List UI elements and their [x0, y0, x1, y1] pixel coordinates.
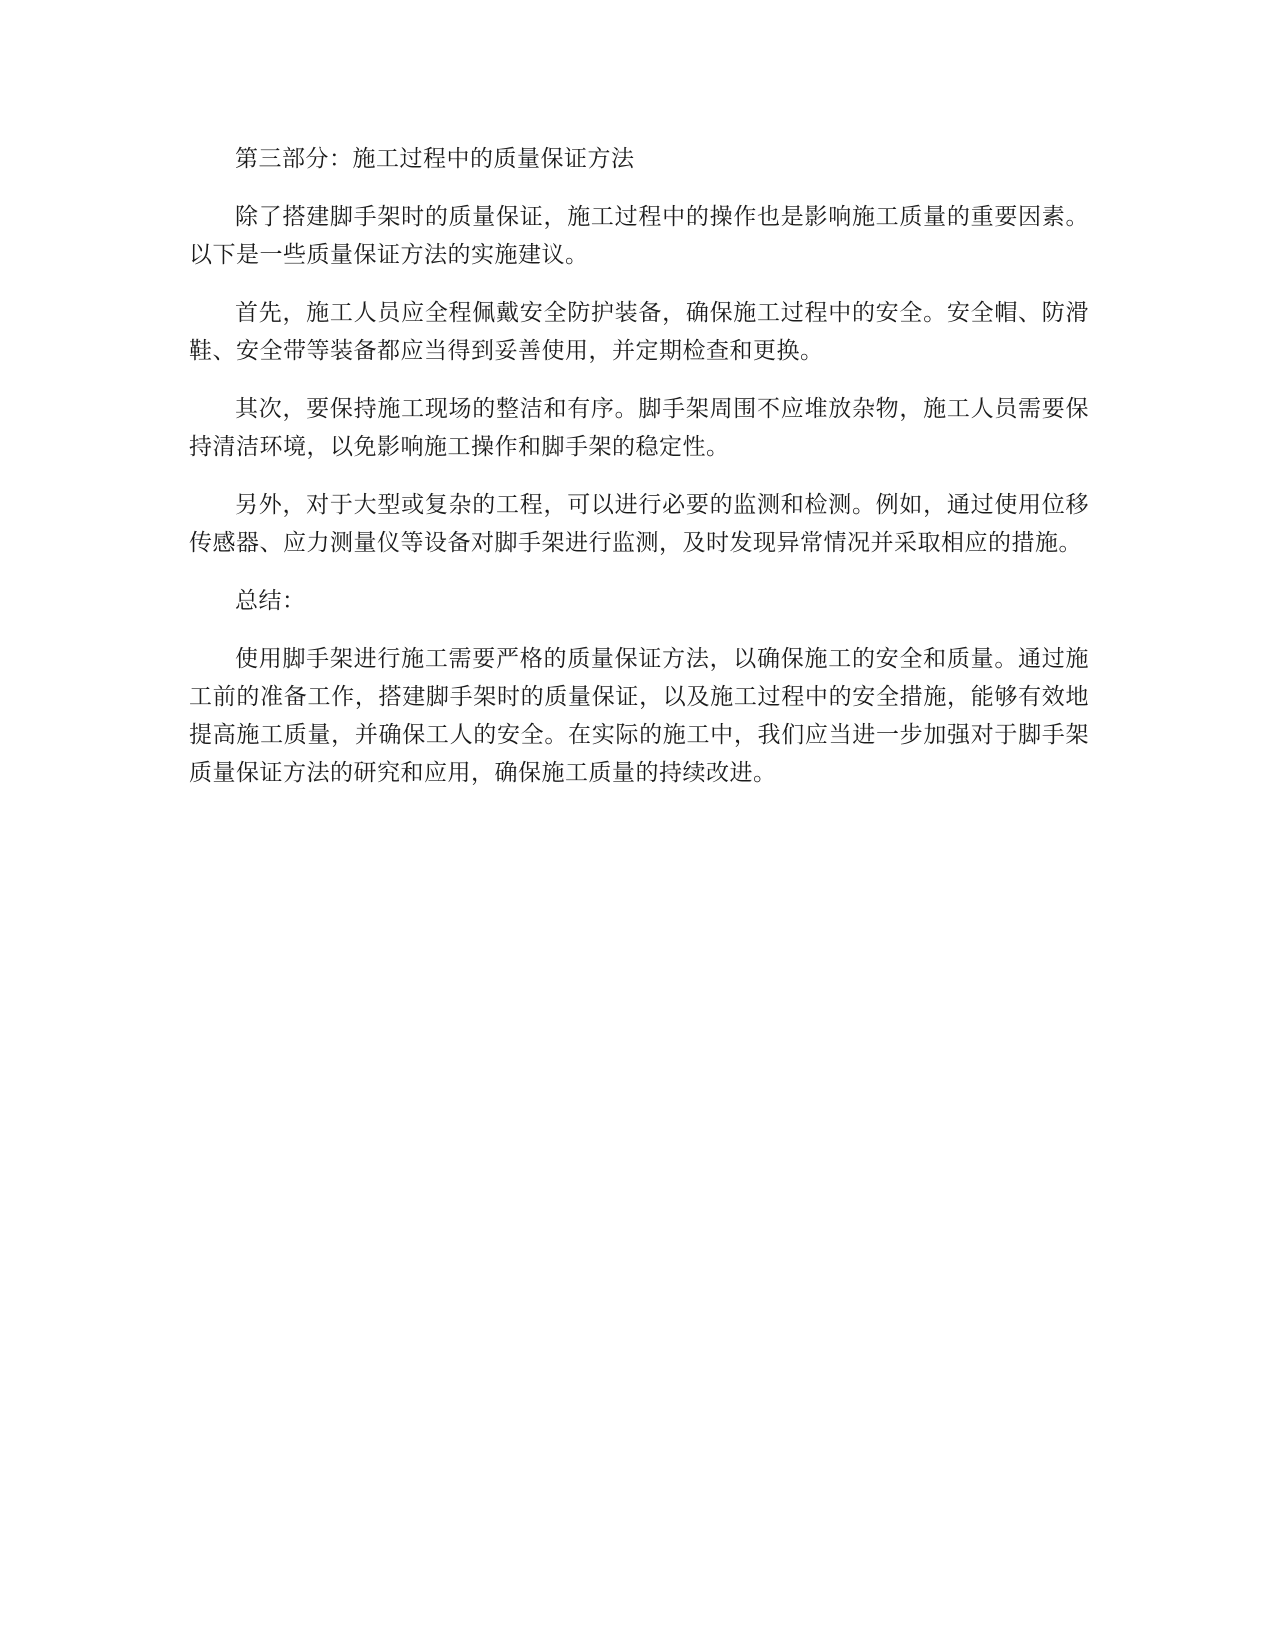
summary-heading: 总结：	[235, 588, 306, 614]
paragraph-intro: 除了搭建脚手架时的质量保证，施工过程中的操作也是影响施工质量的重要因素。以下是一些质量保证方法的实施建议。	[189, 204, 1089, 268]
section-heading: 第三部分：施工过程中的质量保证方法	[235, 146, 635, 172]
document-body	[189, 140, 1089, 812]
paragraph-additionally: 另外，对于大型或复杂的工程，可以进行必要的监测和检测。例如，通过使用位移传感器、应力测量仪等设备对脚手架进行监测，及时发现异常情况并采取相应的措施。	[189, 492, 1089, 556]
summary-paragraph: 使用脚手架进行施工需要严格的质量保证方法，以确保施工的安全和质量。通过施工前的准备工作，搭建脚手架时的质量保证，以及施工过程中的安全措施，能够有效地提高施工质量，并确保工人的安全。在实际的施工中，我们应当进一步加强对于脚手架质量保证方法的研究和应用，确保施工质量的持续改进。	[189, 646, 1089, 786]
paragraph-second: 其次，要保持施工现场的整洁和有序。脚手架周围不应堆放杂物，施工人员需要保持清洁环境，以免影响施工操作和脚手架的稳定性。	[189, 396, 1089, 460]
paragraph-first: 首先，施工人员应全程佩戴安全防护装备，确保施工过程中的安全。安全帽、防滑鞋、安全带等装备都应当得到妥善使用，并定期检查和更换。	[189, 300, 1089, 364]
